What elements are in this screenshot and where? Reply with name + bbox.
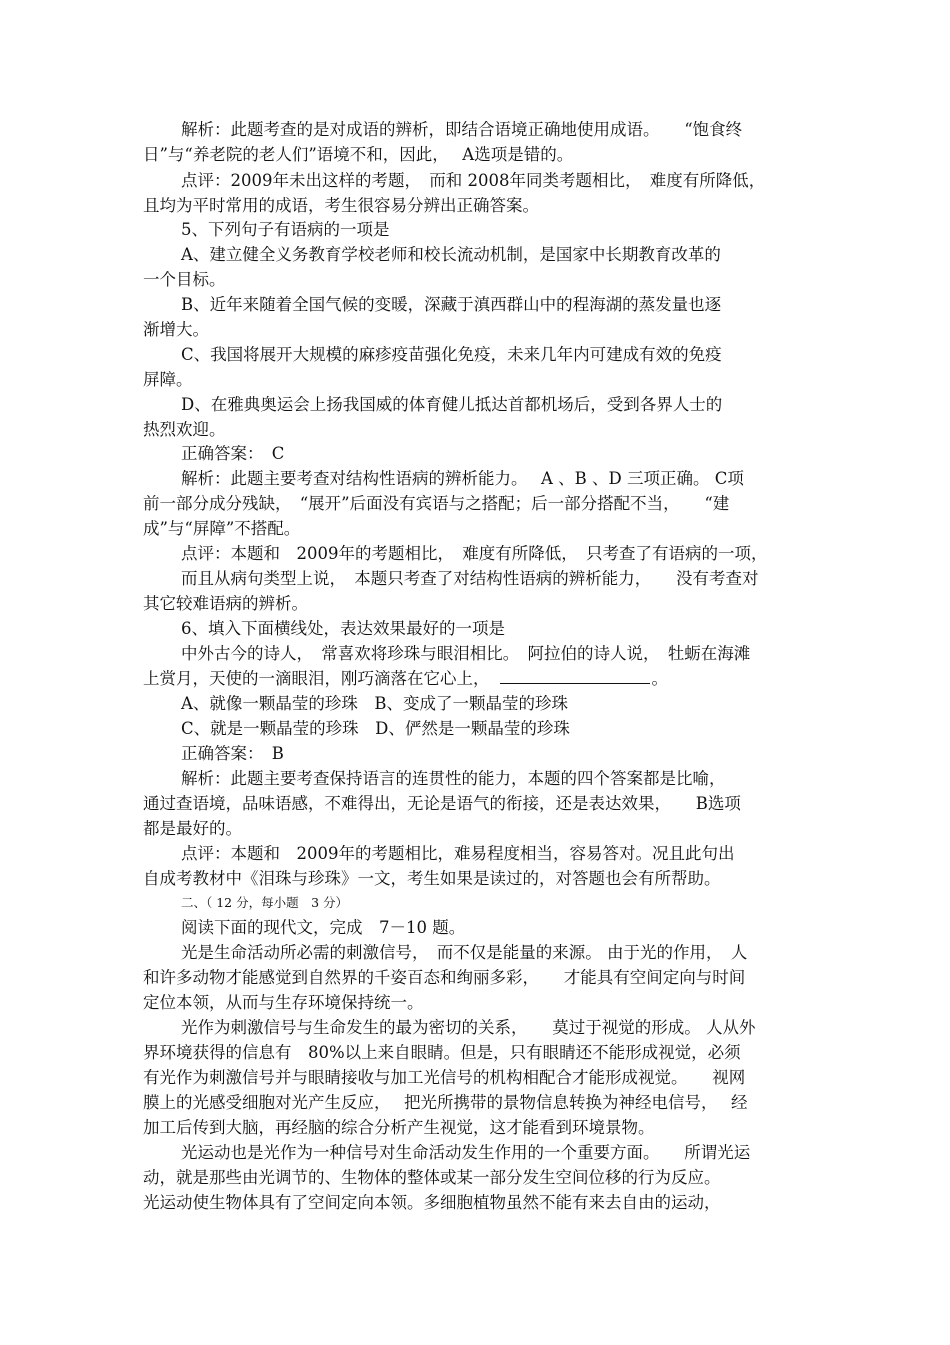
option-c: C、我国将展开大规模的麻疹疫苗强化免疫，未来几年内可建成有效的免疫 bbox=[181, 345, 722, 364]
question-5-title: 5、下列句子有语病的一项是 bbox=[181, 220, 390, 239]
option-d: D、在雅典奥运会上扬我国威的体育健儿抵达首都机场后，受到各界人士的 bbox=[181, 395, 723, 414]
fill-blank bbox=[500, 669, 650, 684]
correct-answer-5: 正确答案： C bbox=[181, 444, 285, 463]
text-line: 和许多动物才能感觉到自然界的千姿百态和绚丽多彩， 才能具有空间定向与时间 bbox=[143, 968, 746, 987]
text-line: 日”与“养老院的老人们”语境不和，因此， A选项是错的。 bbox=[143, 145, 574, 164]
options-cd: C、就是一颗晶莹的珍珠 D、俨然是一颗晶莹的珍珠 bbox=[181, 719, 570, 738]
text-line: 点评：2009年未出这样的考题， 而和 2008年同类考题相比， 难度有所降低， bbox=[181, 171, 766, 190]
correct-answer-6: 正确答案： B bbox=[181, 744, 284, 763]
text-line: 一个目标。 bbox=[143, 270, 226, 289]
option-a: A、建立健全义务教育学校老师和校长流动机制，是国家中长期教育改革的 bbox=[181, 245, 721, 264]
text-line: 光运动也是光作为一种信号对生命活动发生作用的一个重要方面。 所谓光运 bbox=[181, 1143, 751, 1162]
options-ab: A、就像一颗晶莹的珍珠 B、变成了一颗晶莹的珍珠 bbox=[181, 694, 569, 713]
text-line: 光作为刺激信号与生命发生的最为密切的关系， 莫过于视觉的形成。 人从外 bbox=[181, 1018, 756, 1037]
blank-end: 。 bbox=[651, 669, 668, 688]
text-line: 光是生命活动所必需的刺激信号， 而不仅是能量的来源。 由于光的作用， 人 bbox=[181, 943, 748, 962]
text-line: 成”与“屏障”不搭配。 bbox=[143, 519, 301, 538]
text-line: 界环境获得的信息有 80%以上来自眼睛。但是，只有眼睛还不能形成视觉，必须 bbox=[143, 1043, 741, 1062]
text-line: 动，就是那些由光调节的、生物体的整体或某一部分发生空间位移的行为反应。 bbox=[143, 1168, 721, 1187]
text-line: 膜上的光感受细胞对光产生反应， 把光所携带的景物信息转换为神经电信号， 经 bbox=[143, 1093, 748, 1112]
text-line: 渐增大。 bbox=[143, 320, 209, 339]
question-6-title: 6、填入下面横线处，表达效果最好的一项是 bbox=[181, 619, 505, 638]
text-line: 点评：本题和 2009年的考题相比， 难度有所降低， 只考查了有语病的一项， bbox=[181, 544, 768, 563]
option-b: B、近年来随着全国气候的变暖，深藏于滇西群山中的程海湖的蒸发量也逐 bbox=[181, 295, 722, 314]
text-line: 通过查语境，品味语感，不难得出，无论是语气的衔接，还是表达效果， B选项 bbox=[143, 794, 741, 813]
text-line: 自成考教材中《泪珠与珍珠》一文，考生如果是读过的，对答题也会有所帮助。 bbox=[143, 869, 721, 888]
text-line: 定位本领，从而与生存环境保持统一。 bbox=[143, 993, 424, 1012]
blank-line-text: 上赏月，天使的一滴眼泪，刚巧滴落在它心上， bbox=[143, 669, 490, 688]
text-line: 解析：此题主要考查保持语言的连贯性的能力，本题的四个答案都是比喻， bbox=[181, 769, 726, 788]
text-line: 且均为平时常用的成语，考生很容易分辨出正确答案。 bbox=[143, 196, 539, 215]
text-line: 点评：本题和 2009年的考题相比，难易程度相当，容易答对。况且此句出 bbox=[181, 844, 735, 863]
section-2-heading: 二、（ 12 分，每小题 3 分） bbox=[181, 895, 349, 910]
text-line: 有光作为刺激信号并与眼睛接收与加工光信号的机构相配合才能形成视觉。 视网 bbox=[143, 1068, 746, 1087]
text-line: 加工后传到大脑，再经脑的综合分析产生视觉，这才能看到环境景物。 bbox=[143, 1118, 655, 1137]
text-line: 中外古今的诗人， 常喜欢将珍珠与眼泪相比。 阿拉伯的诗人说， 牡蛎在海滩 bbox=[181, 644, 751, 663]
blank-line bbox=[143, 666, 808, 691]
text-line: 而且从病句类型上说， 本题只考查了对结构性语病的辨析能力， 没有考查对 bbox=[181, 569, 759, 588]
text-line: 光运动使生物体具有了空间定向本领。多细胞植物虽然不能有来去自由的运动， bbox=[143, 1193, 721, 1212]
text-line: 都是最好的。 bbox=[143, 819, 242, 838]
text-line: 解析：此题考查的是对成语的辨析，即结合语境正确地使用成语。 “饱食终 bbox=[181, 120, 743, 139]
text-line: 解析：此题主要考查对结构性语病的辨析能力。 A 、B 、D 三项正确。 C项 bbox=[181, 469, 744, 488]
reading-instruction: 阅读下面的现代文，完成 7－10 题。 bbox=[181, 918, 466, 937]
text-line: 屏障。 bbox=[143, 370, 193, 389]
text-line: 热烈欢迎。 bbox=[143, 420, 226, 439]
text-line: 前一部分成分残缺， “展开”后面没有宾语与之搭配；后一部分搭配不当， “建 bbox=[143, 494, 730, 513]
text-line: 其它较难语病的辨析。 bbox=[143, 594, 308, 613]
